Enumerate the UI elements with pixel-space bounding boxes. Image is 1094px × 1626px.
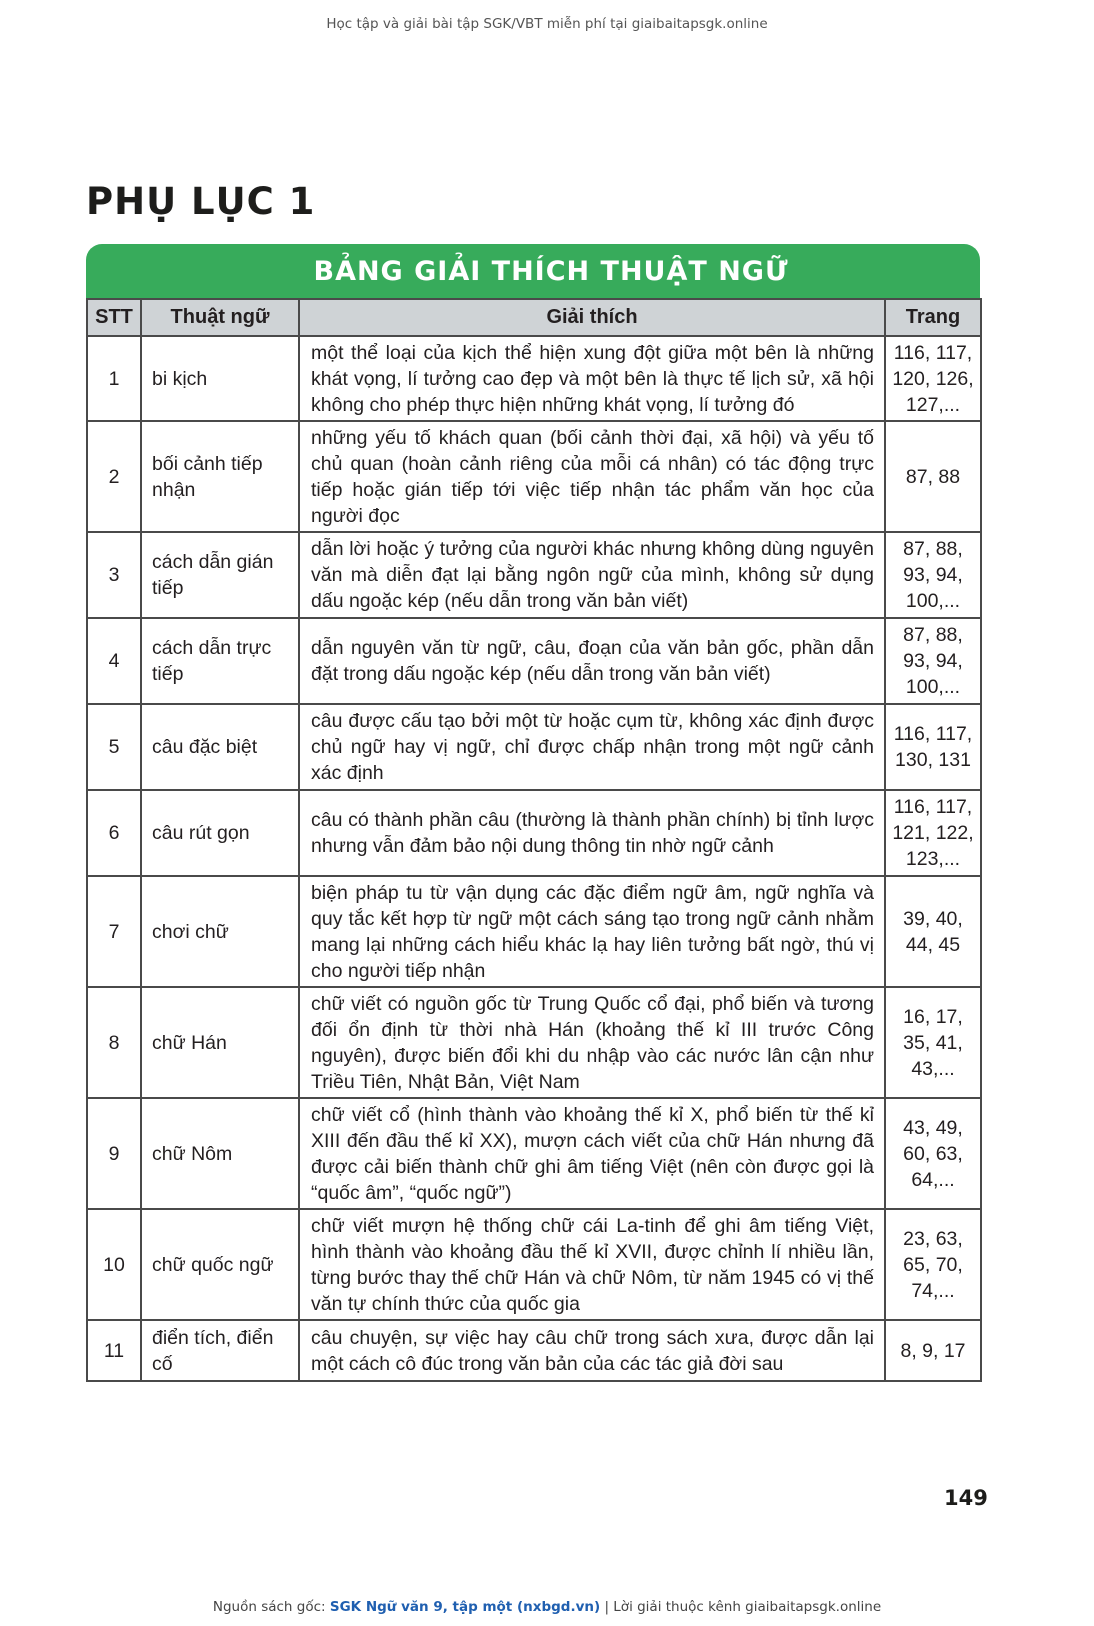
pages-cell: 43, 49, 60, 63, 64,... [885, 1098, 981, 1209]
pages-cell: 116, 117, 120, 126, 127,... [885, 336, 981, 421]
row-number: 7 [87, 876, 141, 987]
glossary-table [86, 298, 982, 1382]
definition-cell: dẫn nguyên văn từ ngữ, câu, đoạn của văn bản gốc, phần dẫn đặt trong dấu ngoặc kép (nếu dẫn trong văn bản viết) [299, 618, 885, 704]
term-cell: bối cảnh tiếp nhận [141, 421, 299, 532]
definition-cell: câu chuyện, sự việc hay câu chữ trong sách xưa, được dẫn lại một cách cô đúc trong văn bản của các tác giả đời sau [299, 1320, 885, 1381]
row-number: 2 [87, 421, 141, 532]
definition-cell: một thể loại của kịch thể hiện xung đột giữa một bên là những khát vọng, lí tưởng cao đẹp và một bên là thực tế lịch sử, xã hội không cho phép thực hiện những khát vọng, lí tưởng đó [299, 336, 885, 421]
column-header-stt: STT [87, 299, 141, 336]
table-row [87, 704, 981, 790]
term-cell: cách dẫn gián tiếp [141, 532, 299, 618]
term-cell: chơi chữ [141, 876, 299, 987]
definition-cell: câu được cấu tạo bởi một từ hoặc cụm từ, không xác định được chủ ngữ hay vị ngữ, chỉ được chấp nhận trong một ngữ cảnh xác định [299, 704, 885, 790]
term-cell: cách dẫn trực tiếp [141, 618, 299, 704]
definition-cell: những yếu tố khách quan (bối cảnh thời đại, xã hội) và yếu tố chủ quan (hoàn cảnh riêng của mỗi cá nhân) có tác động trực tiếp hoặc gián tiếp tới việc tiếp nhận tác phẩm văn học của người đọc [299, 421, 885, 532]
definition-cell: chữ viết cổ (hình thành vào khoảng thế kỉ X, phổ biến từ thế kỉ XIII đến đầu thế kỉ XX), mượn cách viết của chữ Hán nhưng đã được cải biến thành chữ ghi âm tiếng Việt (nên còn được gọi là “quốc âm”, “quốc ngữ”) [299, 1098, 885, 1209]
bottom-note [0, 1599, 1094, 1615]
table-row [87, 1209, 981, 1320]
top-note: Học tập và giải bài tập SGK/VBT miễn phí tại giaibaitapsgk.online [326, 16, 768, 32]
table-row [87, 790, 981, 876]
term-cell: câu đặc biệt [141, 704, 299, 790]
pages-cell: 39, 40, 44, 45 [885, 876, 981, 987]
row-number: 3 [87, 532, 141, 618]
page-title: PHỤ LỤC 1 [86, 180, 316, 223]
pages-cell: 8, 9, 17 [885, 1320, 981, 1381]
table-row [87, 336, 981, 421]
column-header-term: Thuật ngữ [141, 299, 299, 336]
row-number: 1 [87, 336, 141, 421]
term-cell: chữ Hán [141, 987, 299, 1098]
column-header-pages: Trang [885, 299, 981, 336]
pages-cell: 16, 17, 35, 41, 43,... [885, 987, 981, 1098]
term-cell: chữ Nôm [141, 1098, 299, 1209]
footer-source-link[interactable]: SGK Ngữ văn 9, tập một (nxbgd.vn) [329, 1599, 601, 1615]
definition-cell: chữ viết có nguồn gốc từ Trung Quốc cổ đại, phổ biến và tương đối ổn định từ thời nhà Hán (khoảng thế kỉ III trước Công nguyên), được biến đổi khi du nhập vào các nước lân cận như Triều Tiên, Nhật Bản, Việt Nam [299, 987, 885, 1098]
pages-cell: 23, 63, 65, 70, 74,... [885, 1209, 981, 1320]
pages-cell: 87, 88, 93, 94, 100,... [885, 532, 981, 618]
definition-cell: câu có thành phần câu (thường là thành phần chính) bị tỉnh lược nhưng vẫn đảm bảo nội dung thông tin nhờ ngữ cảnh [299, 790, 885, 876]
footer-prefix: Nguồn sách gốc: [212, 1599, 330, 1615]
table-row [87, 532, 981, 618]
row-number: 8 [87, 987, 141, 1098]
row-number: 6 [87, 790, 141, 876]
row-number: 5 [87, 704, 141, 790]
column-header-definition: Giải thích [299, 299, 885, 336]
table-row [87, 876, 981, 987]
term-cell: câu rút gọn [141, 790, 299, 876]
table-banner: BẢNG GIẢI THÍCH THUẬT NGỮ [86, 244, 980, 298]
table-row [87, 987, 981, 1098]
table-row [87, 1098, 981, 1209]
pages-cell: 116, 117, 121, 122, 123,... [885, 790, 981, 876]
glossary-table-wrapper [86, 244, 980, 1382]
row-number: 10 [87, 1209, 141, 1320]
term-cell: chữ quốc ngữ [141, 1209, 299, 1320]
term-cell: điển tích, điển cố [141, 1320, 299, 1381]
table-header-row [87, 299, 981, 336]
table-row [87, 1320, 981, 1381]
table-row [87, 421, 981, 532]
table-row [87, 618, 981, 704]
definition-cell: biện pháp tu từ vận dụng các đặc điểm ngữ âm, ngữ nghĩa và quy tắc kết hợp từ ngữ một cách sáng tạo trong ngữ cảnh nhằm mang lại những cách hiểu khác lạ hay liên tưởng bất ngờ, thú vị cho người tiếp nhận [299, 876, 885, 987]
definition-cell: chữ viết mượn hệ thống chữ cái La-tinh để ghi âm tiếng Việt, hình thành vào khoảng đầu thế kỉ XVII, được chỉnh lí nhiều lần, từng bước thay thế chữ Hán và chữ Nôm, từ năm 1945 có vị thế văn tự chính thức của quốc gia [299, 1209, 885, 1320]
term-cell: bi kịch [141, 336, 299, 421]
footer-suffix: | Lời giải thuộc kênh giaibaitapsgk.online [600, 1599, 882, 1615]
pages-cell: 116, 117, 130, 131 [885, 704, 981, 790]
row-number: 4 [87, 618, 141, 704]
pages-cell: 87, 88, 93, 94, 100,... [885, 618, 981, 704]
row-number: 11 [87, 1320, 141, 1381]
definition-cell: dẫn lời hoặc ý tưởng của người khác nhưng không dùng nguyên văn mà diễn đạt lại bằng ngôn ngữ của mình, không sử dụng dấu ngoặc kép (nếu dẫn trong văn bản viết) [299, 532, 885, 618]
row-number: 9 [87, 1098, 141, 1209]
page-number: 149 [944, 1486, 988, 1510]
pages-cell: 87, 88 [885, 421, 981, 532]
